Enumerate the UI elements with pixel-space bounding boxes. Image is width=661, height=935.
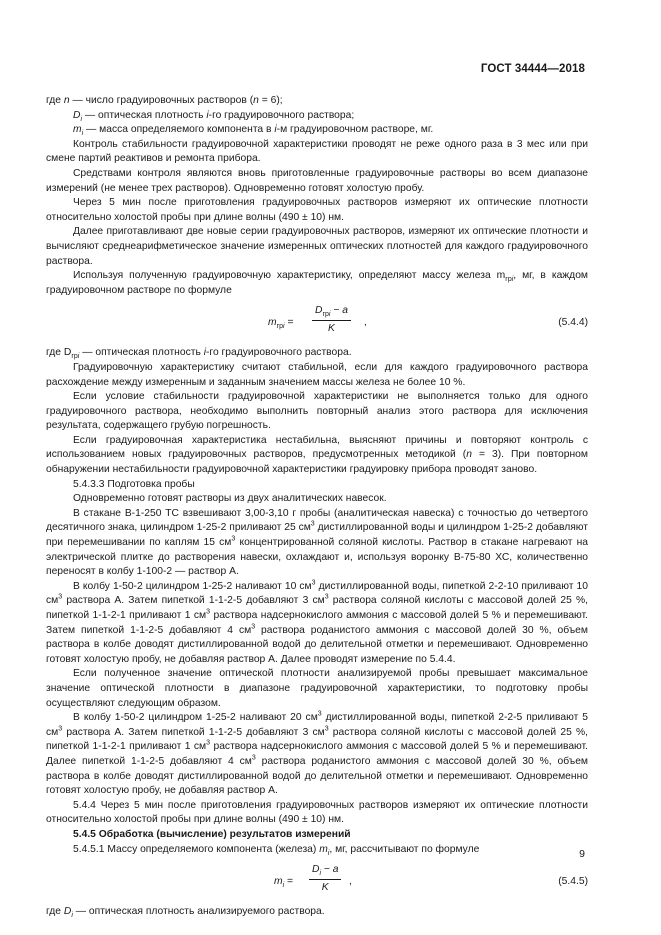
- formula-5-4-4: [46, 304, 588, 344]
- formula-fraction: [312, 304, 351, 336]
- paragraph: В колбу 1-50-2 цилиндром 1-25-2 наливают 20 $см^3$ дистиллированной воды, пипеткой 2-2-5 приливают 5 $см^3$ раствора А. Затем пипеткой 1-1-2-5 добавляют 3 $см^3$ раствора соляной кислоты с массовой долей 25 %, пипеткой 1-1-2-1 приливают 1 $см^3$ раствора надсернокислого аммония с массовой долей 5 % и перемешивают. Далее пипеткой 1-1-2-5 добавляют 4 $см^3$ раствора роданистого аммония с массовой долей 30 %, объем раствора в колбе доводят дистиллированной водой до делительной отметки и перемешивают. Одновременно готовят холостую пробу, не добавляя раствор А.: [46, 710, 589, 797]
- paragraph: Используя полученную градуировочную характеристику, определяют массу железа $m_{грi}$, мг, в каждом градуировочном растворе по формуле: [46, 270, 588, 296]
- formula-lhs: $m_i$ =: [274, 876, 294, 890]
- formula-numerator: $D_i - a$: [309, 863, 341, 880]
- formula-comma: ,: [349, 876, 352, 888]
- paragraph: Одновременно готовят растворы из двух аналитических навесок.: [73, 493, 387, 505]
- legend-line-m: $m_i$ — масса определяемого компонента в i-м градуировочном растворе, мг.: [73, 124, 434, 138]
- paragraph: где $D_i$ — оптическая плотность анализируемого раствора.: [46, 906, 325, 920]
- formula-denominator: K: [321, 881, 329, 893]
- paragraph: Если градуировочная характеристика нестабильна, выясняют причины и повторяют контроль с использованием новых градуировочных растворов, предусмотренных методикой (n = 3). При повторном обнаружении нестабильности градуировочной характеристики градуировку прибора проводят заново.: [46, 434, 588, 476]
- formula-denominator: K: [328, 322, 335, 334]
- section-heading: 5.4.5 Обработка (вычисление) результатов измерений: [73, 828, 351, 840]
- paragraph: где $D_{грi}$ — оптическая плотность i-го градуировочного раствора.: [46, 347, 352, 361]
- paragraph: Если условие стабильности градуировочной характеристики не выполняется только для одного градуировочного раствора, необходимо выполнить повторный анализ этого раствора для исключения результата, содержащего грубую погрешность.: [46, 391, 588, 432]
- paragraph: Через 5 мин после приготовления градуировочных растворов измеряют их оптические плотности относительно холостой пробы при длине волны (490 ± 10) нм.: [46, 197, 588, 223]
- subsection-heading: 5.4.3.3 Подготовка пробы: [73, 478, 195, 490]
- page-number: 9: [579, 848, 585, 860]
- legend-line-n: где n — число градуировочных растворов (n = 6);: [46, 95, 283, 106]
- paragraph: Средствами контроля являются вновь приготовленные градуировочные растворы во всем диапазоне измерений (не менее трех растворов). Одновременно готовят холостую пробу.: [46, 167, 588, 194]
- document-body: [46, 94, 588, 920]
- formula-number: (5.4.5): [558, 876, 588, 888]
- formula-lhs: $m_{грi}$ =: [268, 317, 294, 331]
- paragraph: 5.4.5.1 Массу определяемого компонента (железа) $m_i$, мг, рассчитывают по формуле: [73, 843, 480, 857]
- formula-fraction: [309, 863, 341, 895]
- formula-5-4-5: [46, 863, 588, 903]
- formula-numerator: $D_{грi} - a$: [312, 304, 351, 321]
- paragraph: Если полученное значение оптической плотности анализируемой пробы превышает максимальное значение оптической плотности в диапазоне градуировочной характеристики, то подготовку пробы осуществляют следующим образом.: [46, 668, 588, 709]
- paragraph: Контроль стабильности градуировочной характеристики проводят не реже одного раза в 3 мес или при смене партий реактивов и ремонта прибора.: [46, 138, 588, 165]
- paragraph: В колбу 1-50-2 цилиндром 1-25-2 наливают 10 $см^3$ дистиллированной воды, пипеткой 2-2-10 приливают 10 $см^3$ раствора А. Затем пипеткой 1-1-2-5 добавляют 3 $см^3$ раствора соляной кислоты с массовой долей 25 %, пипеткой 1-1-2-1 приливают 1 $см^3$ раствора надсернокислого аммония с массовой долей 5 % и перемешивают. Затем пипеткой 1-1-2-5 добавляют 4 $см^3$ раствора роданистого аммония с массовой долей 30 %, объем раствора в колбе доводят дистиллированной водой до делительной отметки и перемешивают. Одновременно готовят холостую пробу, не добавляя раствор А. Далее проводят измерение по 5.4.4.: [46, 579, 589, 665]
- formula-comma: ,: [364, 317, 367, 329]
- formula-number: (5.4.4): [558, 317, 588, 329]
- legend-line-d: $D_i$ — оптическая плотность i-го градуировочного раствора;: [73, 109, 355, 123]
- standard-header: ГОСТ 34444—2018: [480, 63, 585, 75]
- paragraph: Градуировочную характеристику считают стабильной, если для каждого градуировочного раствора расхождение между измеренным и заданным значением массы железа не более 10 %.: [46, 361, 588, 388]
- paragraph: Далее приготавливают две новые серии градуировочных растворов, измеряют их оптические плотности и вычисляют среднеарифметическое значение измеренных оптических плотностей для каждого градуировочного раствора.: [46, 226, 588, 267]
- paragraph: 5.4.4 Через 5 мин после приготовления градуировочных растворов измеряют их оптические плотности относительно холостой пробы при длине волны (490 ± 10) нм.: [46, 799, 588, 826]
- paragraph: В стакане В-1-250 ТС взвешивают 3,00-3,10 г пробы (аналитическая навеска) с точностью до четвертого десятичного знака, цилиндром 1-25-2 приливают 25 $см^3$ дистиллированной воды и цилиндром 1-25-2 добавляют при перемешивании по каплям 15 $см^3$ концентрированной соляной кислоты. Раствор в стакане нагревают на электрической плитке до растворения навески, охлаждают и, используя воронку В-75-80 ХС, количественно переносят в колбу 1-100-2 — раствор А.: [46, 507, 588, 578]
